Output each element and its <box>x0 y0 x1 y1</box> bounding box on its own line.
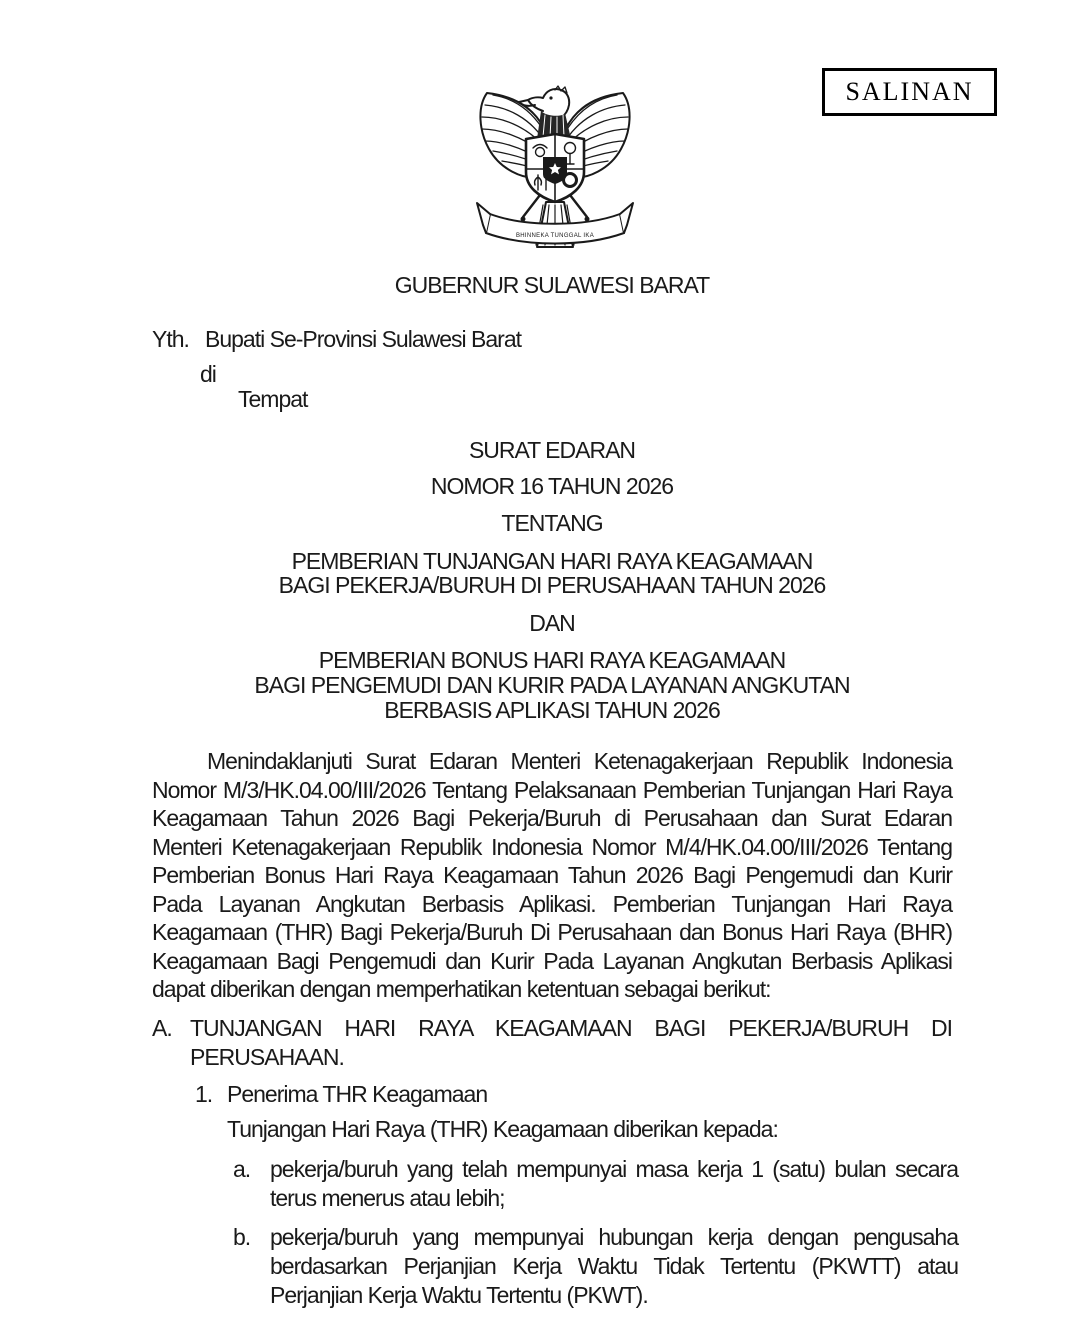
sub-item-a-text: pekerja/buruh yang telah mempunyai masa kerja 1 (satu) bulan secara terus menerus atau lebih; <box>270 1156 958 1211</box>
title-doc-type: SURAT EDARAN <box>468 437 636 463</box>
title-subject2-line3: BERBASIS APLIKASI TAHUN 2026 <box>384 697 720 723</box>
salinan-stamp: SALINAN <box>822 68 997 116</box>
section-a-heading: TUNJANGAN HARI RAYA KEAGAMAAN BAGI PEKERJA/BURUH DI PERUSAHAAN. <box>190 1015 952 1070</box>
recipient-preposition: di <box>200 361 216 387</box>
section-a-label: A. <box>152 1015 172 1041</box>
recipient-salutation: Yth. <box>152 326 189 352</box>
sub-item-a-label: a. <box>233 1156 251 1182</box>
emblem-motto: BHINNEKA TUNGGAL IKA <box>515 233 595 239</box>
title-subject1-line1: PEMBERIAN TUNJANGAN HARI RAYA KEAGAMAAN <box>291 548 813 574</box>
title-regarding: TENTANG <box>501 510 603 536</box>
title-number: NOMOR 16 TAHUN 2026 <box>430 473 674 499</box>
recipient-place: Tempat <box>238 386 308 412</box>
pancasila-shield <box>526 134 584 202</box>
title-subject2-line1: PEMBERIAN BONUS HARI RAYA KEAGAMAAN <box>318 647 786 673</box>
item-1-heading: Penerima THR Keagamaan <box>227 1081 488 1107</box>
opening-paragraph: Menindaklanjuti Surat Edaran Menteri Ketenagakerjaan Republik Indonesia Nomor M/3/HK.04.00/III/2026 Tentang Pelaksanaan Pemberian Tunjangan Hari Raya Keagamaan Tahun 2026 Bagi Pekerja/Buruh di Perusahaan dan Surat Edaran Menteri Ketenagakerjaan Republik Indonesia Nomor M/4/HK.04.00/III/2026 Tentang Pemberian Bonus Hari Raya Keagamaan Tahun 2026 Bagi Pengemudi dan Kurir Pada Layanan Angkutan Berbasis Aplikasi. Pemberian Tunjangan Hari Raya Keagamaan (THR) Bagi Pekerja/Buruh Di Perusahaan dan Bonus Hari Raya (BHR) Keagamaan Bagi Pengemudi dan Kurir Pada Layanan Angkutan Berbasis Aplikasi dapat diberikan dengan memperhatikan ketentuan sebagai berikut: <box>152 748 952 1002</box>
garuda-pancasila-emblem <box>473 85 637 257</box>
sub-item-b-label: b. <box>233 1224 251 1250</box>
recipient-addressee: Bupati Se-Provinsi Sulawesi Barat <box>205 326 521 352</box>
title-subject2-line2: BAGI PENGEMUDI DAN KURIR PADA LAYANAN ANGKUTAN <box>254 672 850 698</box>
item-1-intro: Tunjangan Hari Raya (THR) Keagamaan diberikan kepada: <box>227 1116 778 1142</box>
letterhead-title: GUBERNUR SULAWESI BARAT <box>394 272 710 298</box>
title-subject1-line2: BAGI PEKERJA/BURUH DI PERUSAHAAN TAHUN 2026 <box>278 572 826 598</box>
item-1-label: 1. <box>195 1081 213 1107</box>
title-conjunction: DAN <box>529 610 575 636</box>
recipient-row <box>152 326 521 352</box>
sub-item-b-text: pekerja/buruh yang mempunyai hubungan kerja dengan pengusaha berdasarkan Perjanjian Kerja Waktu Tidak Tertentu (PKWTT) atau Perjanjian Kerja Waktu Tertentu (PKWT). <box>270 1224 958 1308</box>
